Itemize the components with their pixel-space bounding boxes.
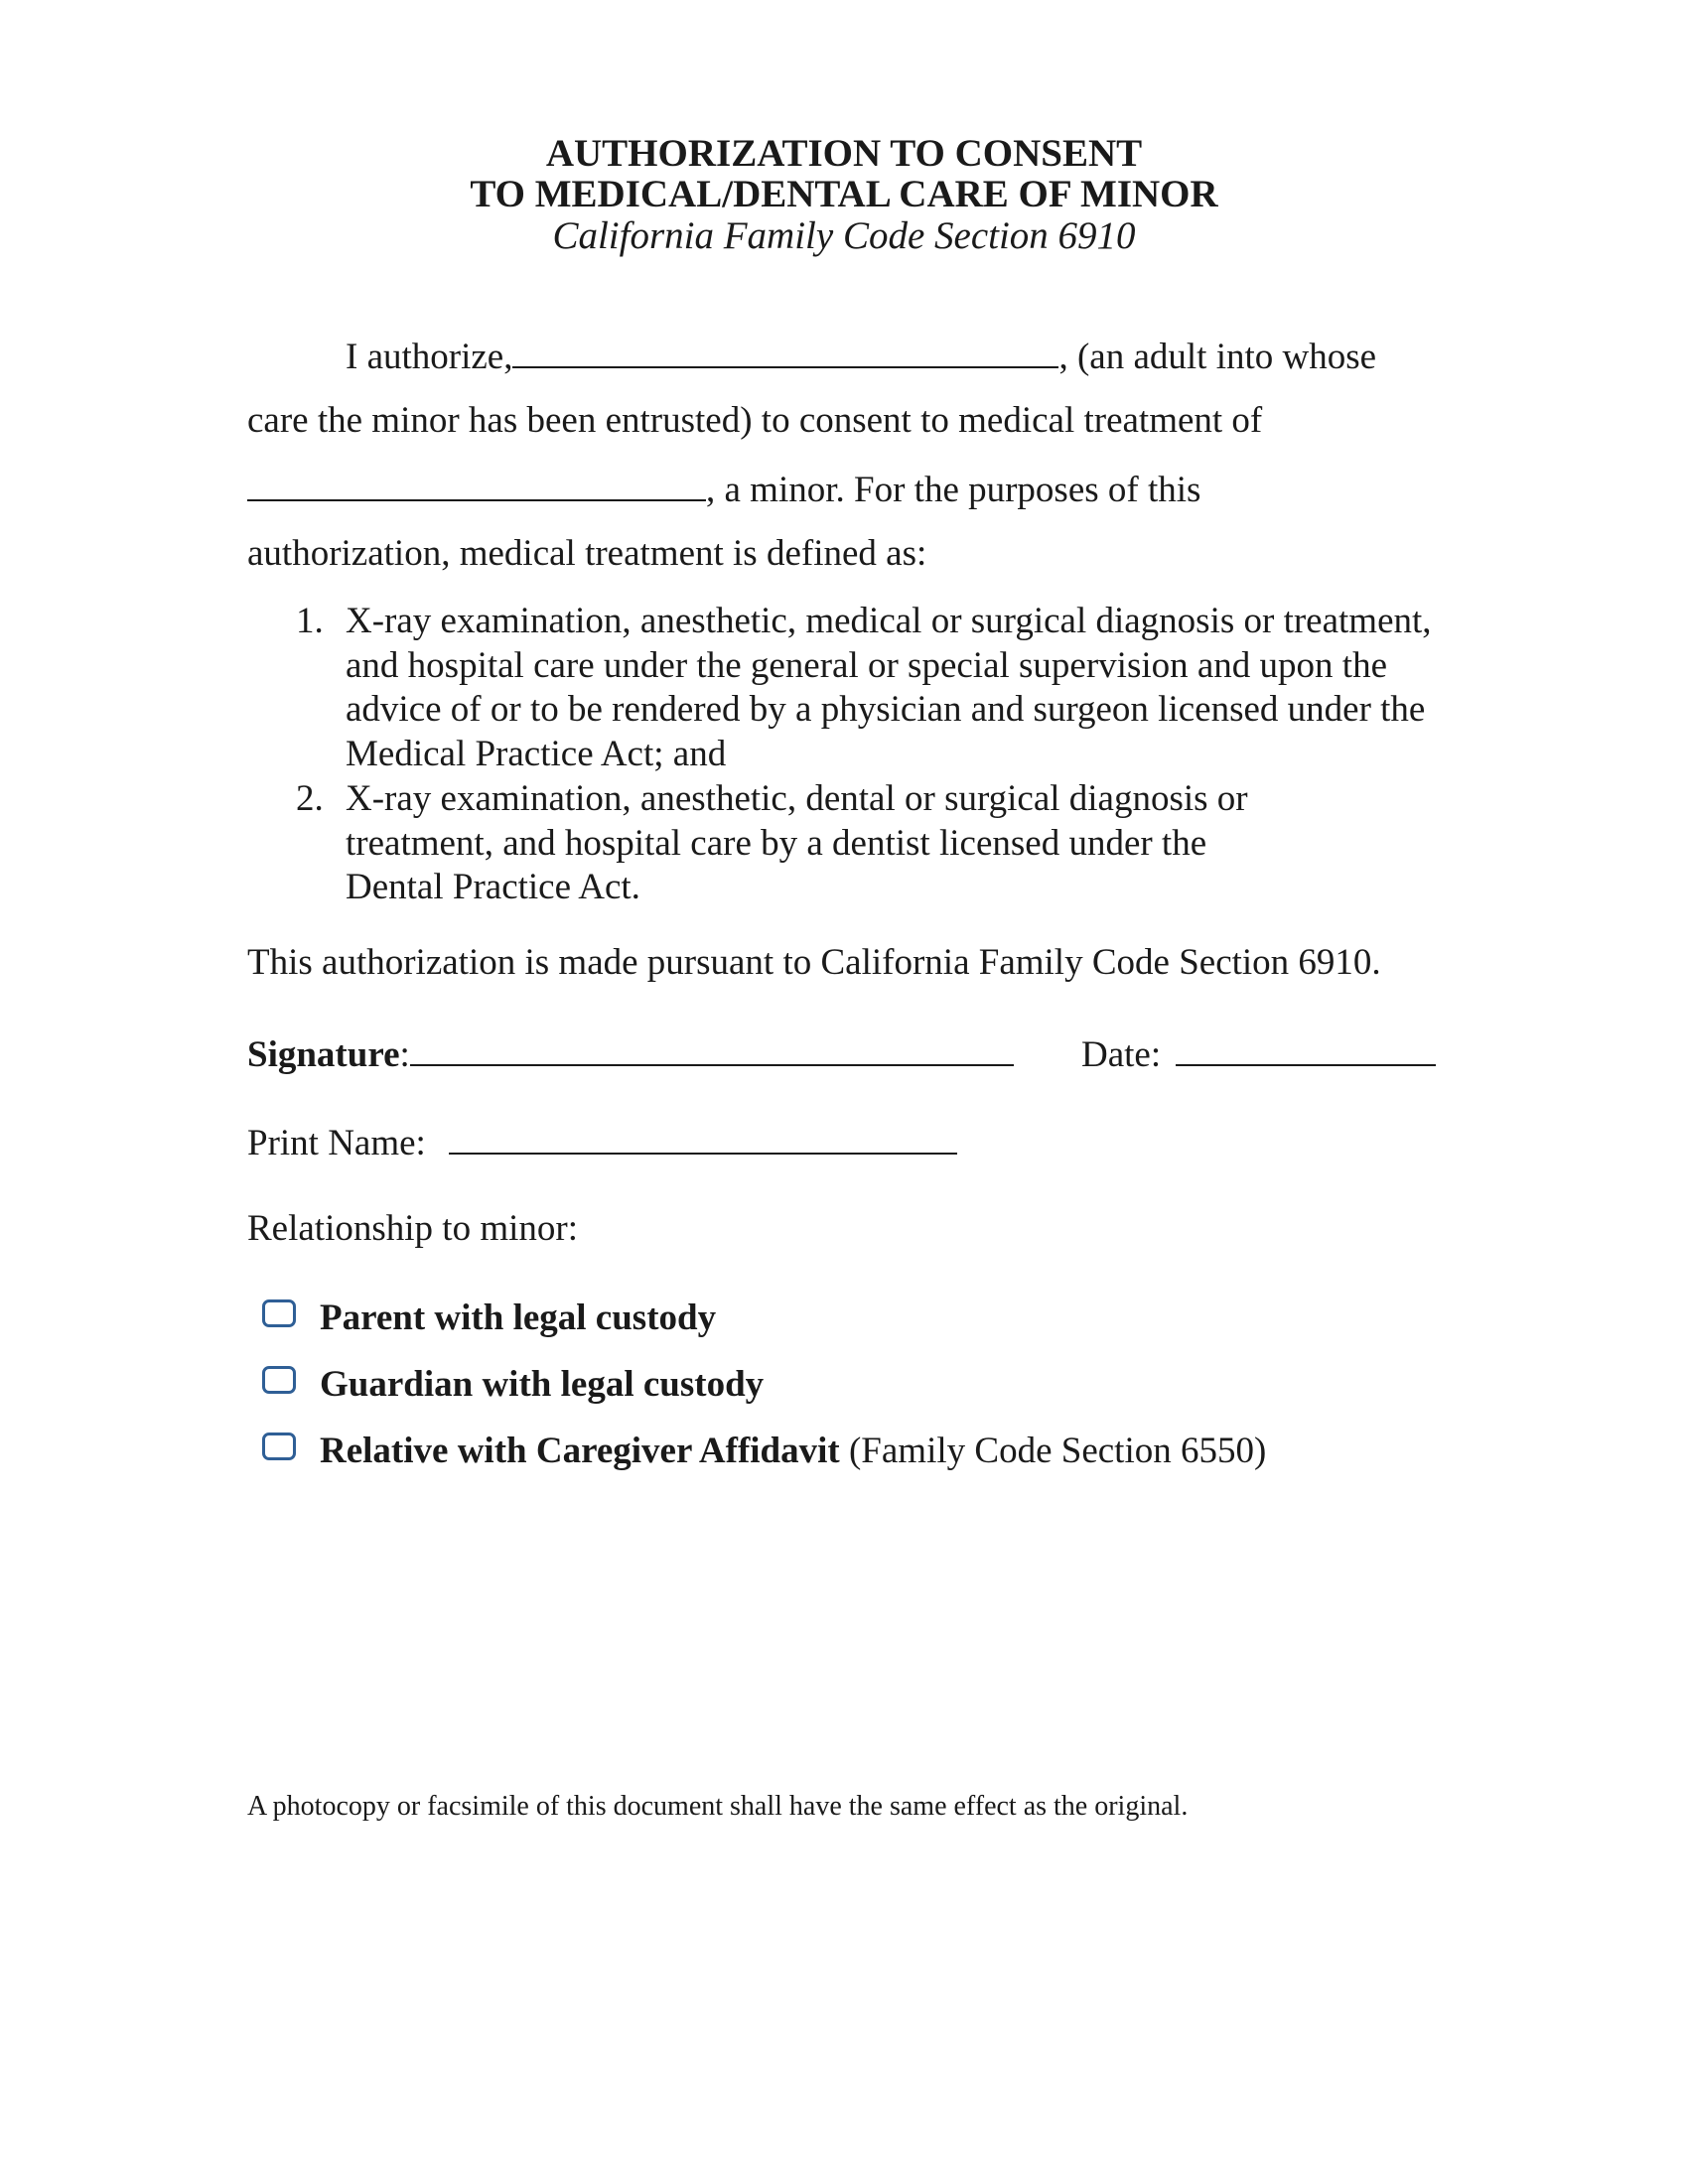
list-item-1: X-ray examination, anesthetic, medical or surgical diagnosis or treatment, and hospital care under the general or special supervision and upon the advice of or to be rendered by a physician and surgeon licensed under the Medical Practice Act; and [346,601,1432,774]
entrusted-line: care the minor has been entrusted) to consent to medical treatment of [247,400,1263,441]
photocopy-note: A photocopy or facsimile of this document shall have the same effect as the original. [247,1791,1189,1822]
option-parent [320,1297,716,1340]
relative-checkbox[interactable] [262,1433,296,1460]
list-number-1: 1. [296,601,324,641]
signature-field[interactable] [410,1030,1014,1066]
option-guardian-label: Guardian with legal custody [320,1364,765,1405]
date-row [1081,1030,1436,1077]
signature-colon: : [399,1034,410,1075]
signature-label: Signature [247,1034,400,1075]
authorize-suffix: , (an adult into whose [1058,337,1377,377]
authorize-line [346,333,1376,379]
print-name-row [247,1119,957,1165]
list-item-2: X-ray examination, anesthetic, dental or surgical diagnosis or treatment, and hospital care by a dentist licensed under the Dental Practice Act. [346,778,1248,907]
authorize-prefix: I authorize, [346,337,513,377]
subtitle: California Family Code Section 6910 [552,214,1136,257]
relationship-label: Relationship to minor: [247,1208,578,1249]
date-field[interactable] [1176,1030,1436,1066]
title-line-2: TO MEDICAL/DENTAL CARE OF MINOR [470,173,1218,215]
authorized-adult-blank[interactable] [512,333,1058,368]
minor-name-blank[interactable] [247,466,706,501]
print-name-field[interactable] [449,1119,957,1155]
guardian-checkbox[interactable] [262,1366,296,1394]
option-relative-label: Relative with Caregiver Affidavit [320,1431,840,1471]
option-relative-note: (Family Code Section 6550) [839,1431,1267,1471]
definition-intro: authorization, medical treatment is defined as: [247,533,927,574]
list-number-2: 2. [296,778,324,819]
parent-checkbox[interactable] [262,1299,296,1327]
date-label: Date: [1081,1034,1162,1075]
option-guardian [320,1363,764,1407]
title-line-1: AUTHORIZATION TO CONSENT [545,132,1143,175]
print-name-label: Print Name: [247,1123,426,1163]
minor-line [247,466,1200,512]
signature-row [247,1030,1014,1077]
minor-suffix: , a minor. For the purposes of this [706,470,1201,510]
option-parent-label: Parent with legal custody [320,1297,717,1338]
option-relative [320,1430,1266,1473]
pursuant-statement: This authorization is made pursuant to California Family Code Section 6910. [247,942,1381,983]
